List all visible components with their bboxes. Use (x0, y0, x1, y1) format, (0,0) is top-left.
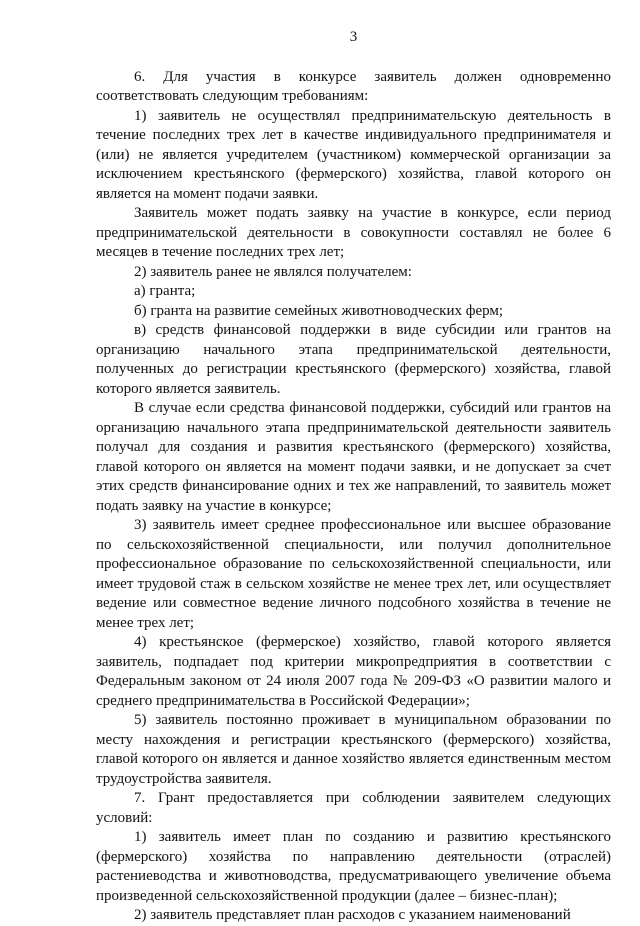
paragraph-requirement-2-note: В случае если средства финансовой поддержки, субсидий или грантов на организацию начального этапа предпринимательской деятельности заявитель получал для создания и развития крестьянского (фермерского) хозяйства, главой которого он является на момент подачи заявки, и не допускает за счет этих средств финансирование одних и тех же направлений, то заявитель может подать заявку на участие в конкурсе; (96, 400, 611, 514)
paragraph-condition-2: 2) заявитель представляет план расходов с указанием наименований (134, 907, 571, 923)
paragraph-requirement-1: 1) заявитель не осуществлял предпринимательскую деятельность в течение последних трех лет в качестве индивидуального предпринимателя и (или) не является учредителем (участником) коммерческой организации за исключением крестьянского (фермерского) хозяйства, главой которого он является на момент подачи заявки. (96, 107, 611, 202)
paragraph-condition-1: 1) заявитель имеет план по созданию и развитию крестьянского (фермерского) хозяйства по направлению деятельности (отраслей) растениеводства и животноводства, предусматривающего увеличение объема произведенной сельскохозяйственной продукции (далее – бизнес-план); (96, 829, 611, 904)
paragraph-requirement-2v: в) средств финансовой поддержки в виде субсидии или грантов на организацию начального этапа предпринимательской деятельности, полученных до регистрации крестьянского (фермерского) хозяйства, главой которого является заявитель. (96, 322, 611, 397)
page-number: 3 (349, 29, 358, 45)
paragraph-requirement-1-note: Заявитель может подать заявку на участие в конкурсе, если период предпринимательской деятельности в совокупности составлял не более 6 месяцев в течение последних трех лет; (96, 205, 611, 260)
paragraph-requirement-2: 2) заявитель ранее не являлся получателем: (134, 263, 412, 280)
paragraph-6-requirements: 6. Для участия в конкурсе заявитель должен одновременно соответствовать следующим требованиям: (96, 68, 611, 104)
paragraph-requirement-3: 3) заявитель имеет среднее профессиональное или высшее образование по сельскохозяйственной специальности, или получил дополнительное профессиональное образование по сельскохозяйственной специальности, или имеет трудовой стаж в сельском хозяйстве не менее трех лет, или осуществляет ведение или совместное ведение личного подсобного хозяйства в течение не менее трех лет; (96, 517, 611, 631)
paragraph-7-conditions: 7. Грант предоставляется при соблюдении заявителем следующих условий: (96, 790, 611, 826)
paragraph-requirement-2b: б) гранта на развитие семейных животноводческих ферм; (134, 302, 504, 319)
paragraph-requirement-4: 4) крестьянское (фермерское) хозяйство, главой которого является заявитель, подпадает под критерии микропредприятия в соответствии с Федеральным законом от 24 июля 2007 года № 209-ФЗ «О развитии малого и среднего предпринимательства в Российской Федерации»; (96, 634, 611, 709)
document-page (96, 28, 611, 926)
paragraph-requirement-5: 5) заявитель постоянно проживает в муниципальном образовании по месту нахождения и регистрации крестьянского (фермерского) хозяйства, главой которого он является и данное хозяйство является единственным местом трудоустройства заявителя. (96, 712, 611, 787)
paragraph-requirement-2a: а) гранта; (134, 283, 196, 299)
